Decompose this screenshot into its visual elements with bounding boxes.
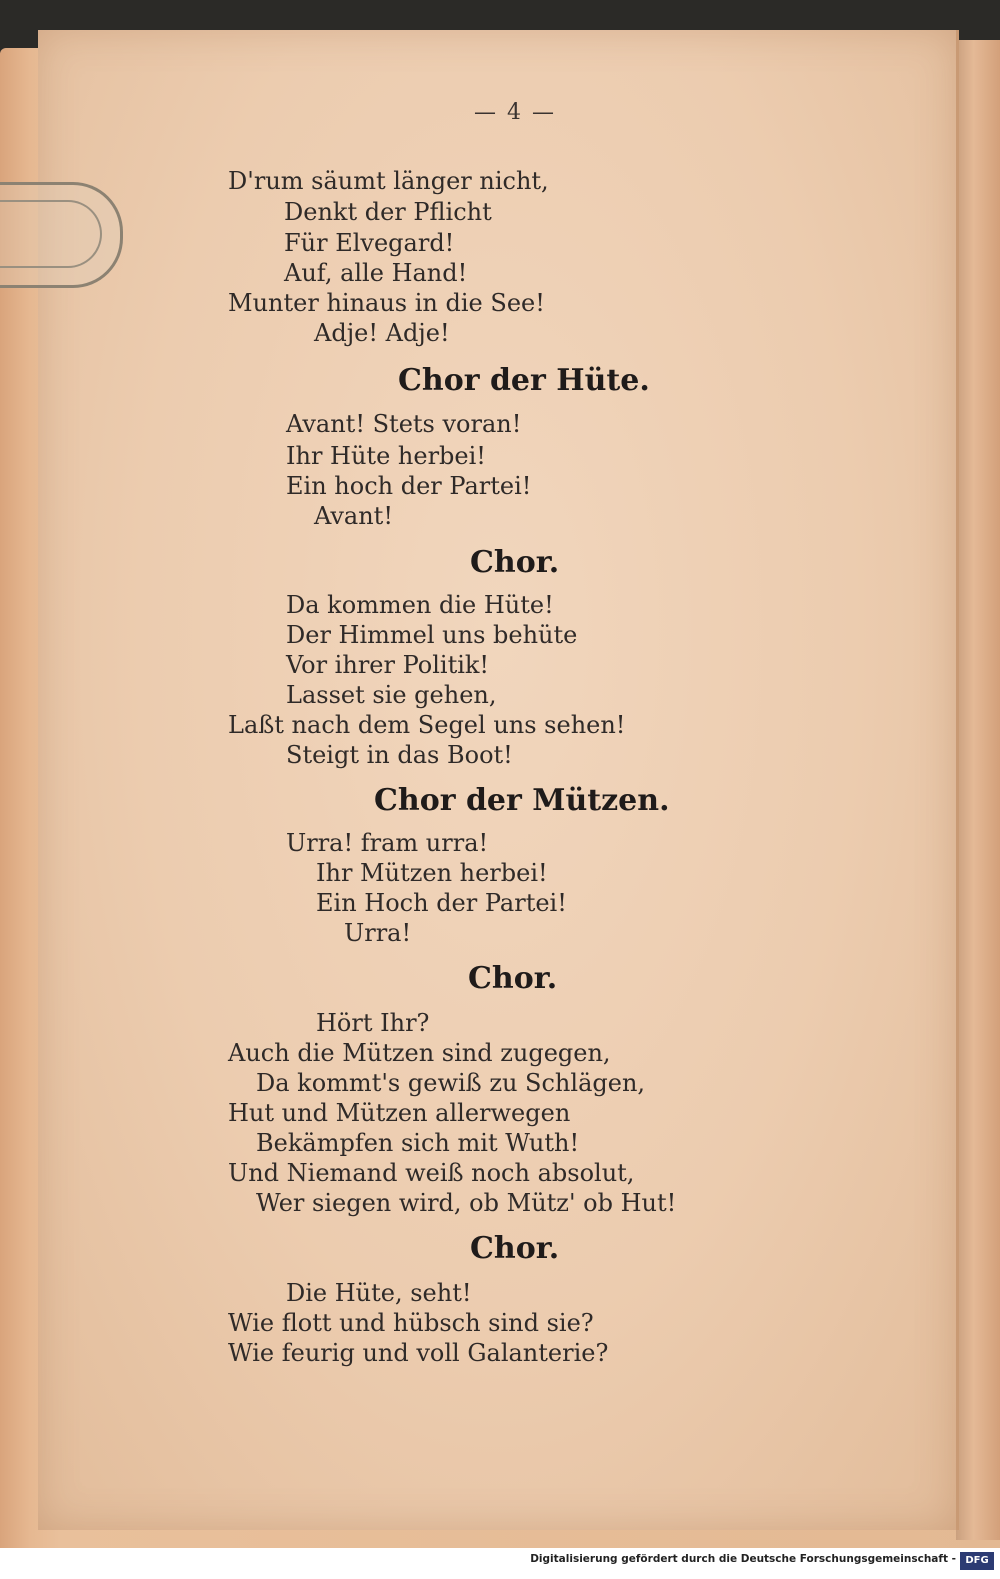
verse-line: Der Himmel uns behüte: [286, 621, 578, 649]
verse-line: Da kommt's gewiß zu Schlägen,: [256, 1069, 646, 1097]
dfg-logo: DFG: [960, 1552, 994, 1570]
verse-line: Munter hinaus in die See!: [228, 289, 545, 317]
verse-line: Denkt der Pflicht: [284, 198, 492, 226]
verse-line: Da kommen die Hüte!: [286, 591, 554, 619]
verse-line: Wer siegen wird, ob Mütz' ob Hut!: [256, 1189, 677, 1217]
verse-line: Die Hüte, seht!: [286, 1279, 472, 1307]
verse-line: Avant!: [314, 502, 393, 530]
verse-line: Ihr Hüte herbei!: [286, 442, 486, 470]
verse-line: Urra! fram urra!: [286, 829, 489, 857]
verse-line: Ihr Mützen herbei!: [316, 859, 548, 887]
page-number: — 4 —: [474, 100, 556, 125]
verse-line: D'rum säumt länger nicht,: [228, 167, 549, 195]
verse-line: Auf, alle Hand!: [284, 259, 468, 287]
verse-line: Laßt nach dem Segel uns sehen!: [228, 711, 626, 739]
paper-clip-inner-icon: [0, 200, 102, 268]
verse-line: Wie feurig und voll Galanterie?: [228, 1339, 609, 1367]
verse-line: Urra!: [344, 919, 412, 947]
funding-notice: Digitalisierung gefördert durch die Deutsche Forschungsgemeinschaft -: [530, 1553, 956, 1565]
page-right-edge: [956, 40, 1000, 1540]
verse-line: Avant! Stets voran!: [286, 410, 522, 438]
verse-line: Ein hoch der Partei!: [286, 472, 532, 500]
verse-line: Bekämpfen sich mit Wuth!: [256, 1129, 580, 1157]
section-heading: Chor der Mützen.: [374, 783, 670, 818]
section-heading: Chor der Hüte.: [398, 363, 650, 398]
verse-line: Auch die Mützen sind zugegen,: [228, 1039, 611, 1067]
section-heading: Chor.: [468, 961, 558, 996]
verse-line: Hört Ihr?: [316, 1009, 430, 1037]
verse-line: Steigt in das Boot!: [286, 741, 513, 769]
verse-line: Für Elvegard!: [284, 229, 455, 257]
section-heading: Chor.: [470, 545, 560, 580]
verse-line: Vor ihrer Politik!: [286, 651, 490, 679]
verse-line: Und Niemand weiß noch absolut,: [228, 1159, 635, 1187]
verse-line: Hut und Mützen allerwegen: [228, 1099, 571, 1127]
verse-line: Lasset sie gehen,: [286, 681, 497, 709]
verse-line: Ein Hoch der Partei!: [316, 889, 567, 917]
verse-line: Wie flott und hübsch sind sie?: [228, 1309, 594, 1337]
section-heading: Chor.: [470, 1231, 560, 1266]
verse-line: Adje! Adje!: [314, 319, 450, 347]
book-page: [38, 30, 959, 1530]
